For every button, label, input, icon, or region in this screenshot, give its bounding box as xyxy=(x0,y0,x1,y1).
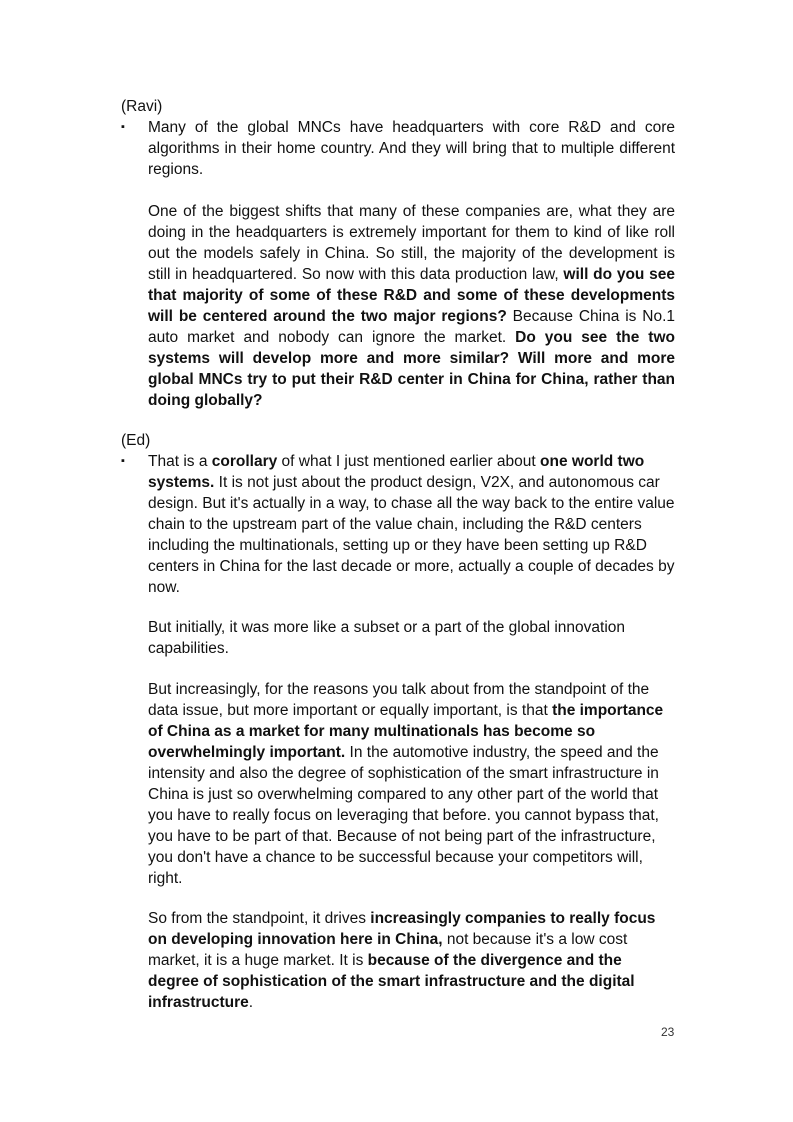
text-run: of what I just mentioned earlier about xyxy=(277,453,541,470)
bold-text-run: one world two systems. xyxy=(148,453,645,491)
bold-text-run: corollary xyxy=(211,453,278,470)
ed-paragraph-4 xyxy=(148,908,675,1013)
bold-text-run: because of the divergence and the degree of sophistication of the smart infrastructure and the digital infrastructure xyxy=(148,952,635,1011)
text-run: That is a xyxy=(148,453,212,470)
page-number: 23 xyxy=(661,1025,675,1039)
bold-text-run: the importance of China as a market for many multinationals has become so overwhelmingly important. xyxy=(148,702,664,761)
speaker-label-ravi: (Ravi) xyxy=(121,98,163,115)
text-run: . xyxy=(248,994,254,1011)
speaker-label-ed: (Ed) xyxy=(121,432,151,449)
bullet-marker: ▪ xyxy=(121,455,125,467)
ed-paragraph-3 xyxy=(148,679,675,889)
text-run: Many of the global MNCs have headquarters with core R&D and core algorithms in their home country. And they will bring that to multiple different regions. xyxy=(148,119,675,178)
bullet-marker: ▪ xyxy=(121,121,125,133)
text-run: One of the biggest shifts that many of these companies are, what they are doing in the headquarters is extremely important for them to kind of like roll out the models safely in China. So still, the majority of the development is still in headquartered. So now with this data production law, xyxy=(148,203,675,283)
text-run: In the automotive industry, the speed and the intensity and also the degree of sophistication of the smart infrastructure in China is just so overwhelming compared to any other part of the world that you have to really focus on leveraging that before. you cannot bypass that, you have to be part of that. Because of not being part of the infrastructure, you don't have a chance to be successful because your competitors will, right. xyxy=(148,744,659,887)
text-run: It is not just about the product design, V2X, and autonomous car design. But it's actually in a way, to chase all the way back to the entire value chain to the upstream part of the value chain, including the R&D centers including the multinationals, setting up or they have been setting up R&D centers in China for the last decade or more, actually a couple of decades by now. xyxy=(148,474,675,596)
ed-paragraph-1 xyxy=(148,451,675,598)
text-run: not because it's a low cost market, it is a huge market. It is xyxy=(148,931,628,969)
bold-text-run: will do you see that majority of some of these R&D and some of these developments will be centered around the two major regions? xyxy=(148,266,675,325)
bold-text-run: Do you see the two systems will develop more and more similar? Will more and more global MNCs try to put their R&D center in China for China, rather than doing globally? xyxy=(148,329,675,409)
ed-paragraph-2 xyxy=(148,617,675,659)
text-run: Because China is No.1 auto market and nobody can ignore the market. xyxy=(148,308,675,346)
text-run: So from the standpoint, it drives xyxy=(148,910,371,927)
ravi-paragraph-2 xyxy=(148,201,675,411)
text-run: But increasingly, for the reasons you talk about from the standpoint of the data issue, but more important or equally important, is that xyxy=(148,681,650,719)
bold-text-run: increasingly companies to really focus on developing innovation here in China, xyxy=(148,910,656,948)
ravi-paragraph-1 xyxy=(148,117,675,180)
text-run: But initially, it was more like a subset or a part of the global innovation capabilities. xyxy=(148,619,626,657)
